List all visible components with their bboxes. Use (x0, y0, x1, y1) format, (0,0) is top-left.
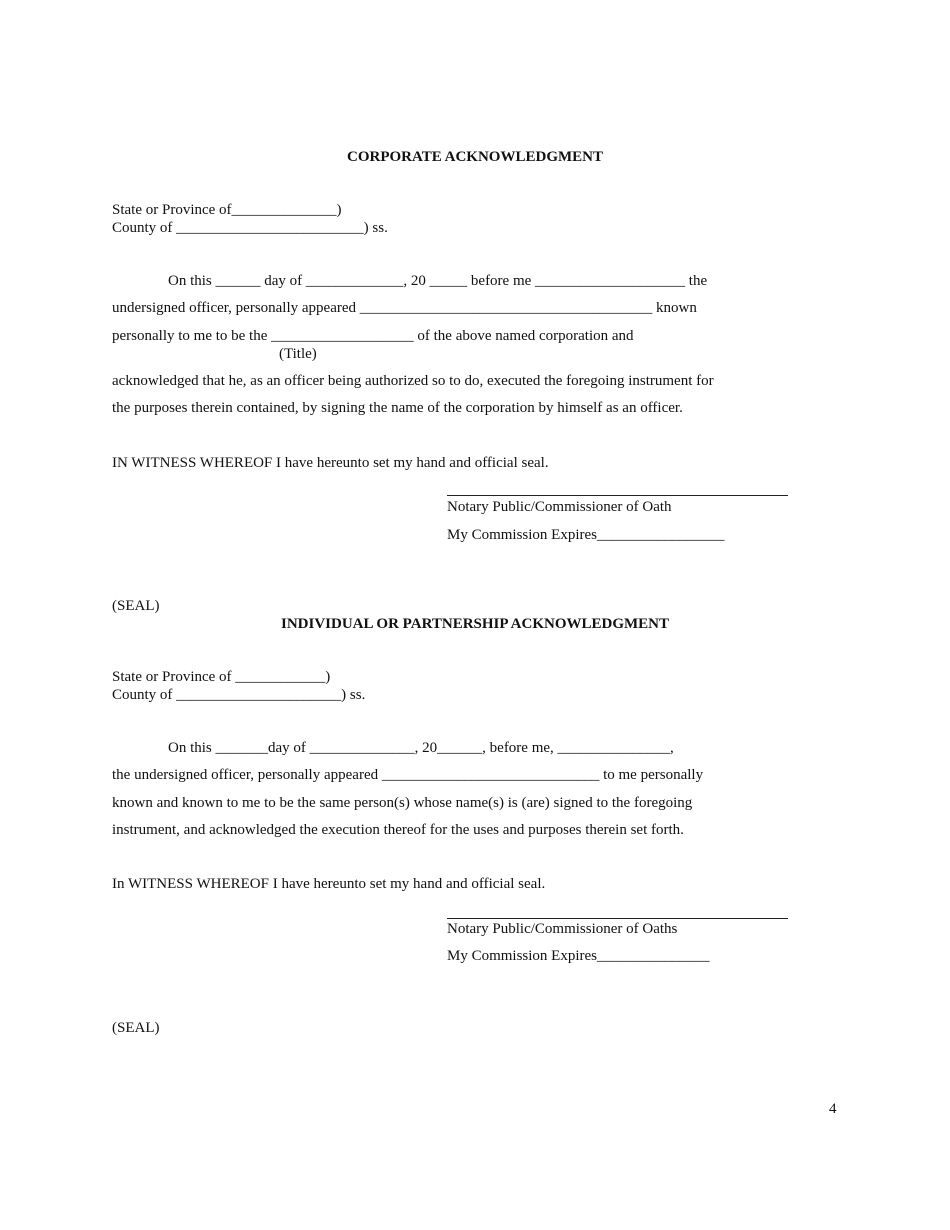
individual-signature-line (447, 918, 788, 919)
individual-witness: In WITNESS WHEREOF I have hereunto set my hand and official seal. (112, 876, 546, 892)
corporate-body-line-1: On this ______ day of _____________, 20 _____ before me ____________________ the (168, 273, 708, 289)
corporate-body-line-2: undersigned officer, personally appeared _______________________________________ known (112, 300, 697, 316)
individual-seal: (SEAL) (112, 1020, 160, 1036)
corporate-signature-line (447, 495, 788, 496)
individual-notary-label: Notary Public/Commissioner of Oaths (447, 921, 678, 937)
individual-body-line-1: On this _______day of ______________, 20______, before me, _______________, (168, 740, 674, 756)
corporate-seal: (SEAL) (112, 598, 160, 614)
individual-heading: INDIVIDUAL OR PARTNERSHIP ACKNOWLEDGMENT (281, 616, 669, 632)
corporate-body-line-5: the purposes therein contained, by signing the name of the corporation by himself as an officer. (112, 400, 683, 416)
corporate-commission-expires: My Commission Expires_________________ (447, 527, 725, 543)
corporate-heading: CORPORATE ACKNOWLEDGMENT (347, 149, 603, 165)
corporate-body-line-4: acknowledged that he, as an officer being authorized so to do, executed the foregoing instrument for (112, 373, 714, 389)
corporate-county-line: County of _________________________) ss. (112, 220, 388, 236)
individual-body-line-4: instrument, and acknowledged the execution thereof for the uses and purposes therein set forth. (112, 822, 684, 838)
corporate-state-line: State or Province of______________) (112, 202, 342, 218)
page-number: 4 (829, 1101, 837, 1117)
individual-body-line-2: the undersigned officer, personally appeared _____________________________ to me personally (112, 767, 704, 783)
corporate-body-line-3: personally to me to be the ___________________ of the above named corporation and (112, 328, 634, 344)
corporate-witness: IN WITNESS WHEREOF I have hereunto set my hand and official seal. (112, 455, 549, 471)
corporate-notary-label: Notary Public/Commissioner of Oath (447, 499, 672, 515)
individual-body-line-3: known and known to me to be the same person(s) whose name(s) is (are) signed to the foregoing (112, 795, 693, 811)
individual-commission-expires: My Commission Expires_______________ (447, 948, 710, 964)
title-caption: (Title) (279, 346, 317, 362)
individual-state-line: State or Province of ____________) (112, 669, 331, 685)
individual-county-line: County of ______________________) ss. (112, 687, 366, 703)
